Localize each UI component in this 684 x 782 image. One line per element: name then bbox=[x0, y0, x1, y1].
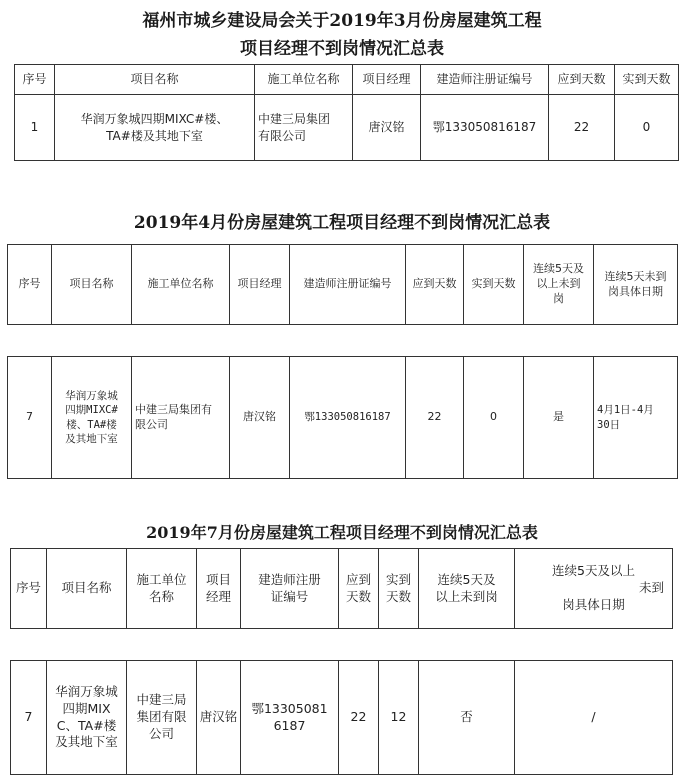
cell-manager: 唐汉铭 bbox=[353, 95, 421, 161]
header-consecutive-absence bbox=[524, 245, 594, 325]
cell-company-line2: 集团有限 bbox=[136, 709, 187, 725]
header-due-line2: 天数 bbox=[345, 588, 371, 604]
cell-absence-dates bbox=[594, 357, 678, 479]
cell-company-line1: 中建三局 bbox=[136, 692, 187, 708]
cell-absence-dates: / bbox=[515, 661, 673, 775]
cell-cert: 鄂133050816187 bbox=[421, 95, 549, 161]
cell-project-line4: 及其地下室 bbox=[55, 734, 118, 750]
header-absence-dates bbox=[594, 245, 678, 325]
cell-cert bbox=[241, 661, 339, 775]
header-consecutive-line3: 岗 bbox=[553, 291, 564, 305]
table-july-header bbox=[10, 548, 673, 629]
table-april-header bbox=[7, 244, 678, 325]
header-project: 项目名称 bbox=[55, 65, 255, 95]
header-consecutive-line1: 连续5天及 bbox=[533, 262, 584, 276]
cell-actual-days: 12 bbox=[379, 661, 419, 775]
header-actual-days bbox=[379, 549, 419, 629]
cell-manager: 唐汉铭 bbox=[197, 661, 241, 775]
header-cert: 建造师注册证编号 bbox=[290, 245, 406, 325]
cell-project bbox=[52, 357, 132, 479]
header-absence-dates bbox=[515, 549, 673, 629]
cell-project-line1: 华润万象城 bbox=[65, 390, 118, 403]
header-due-days bbox=[339, 549, 379, 629]
cell-project-line4: 及其地下室 bbox=[65, 432, 118, 445]
header-actual-days: 实到天数 bbox=[464, 245, 524, 325]
header-cert: 建造师注册证编号 bbox=[421, 65, 549, 95]
header-no: 序号 bbox=[15, 65, 55, 95]
header-due-days: 应到天数 bbox=[549, 65, 615, 95]
header-due-line1: 应到 bbox=[345, 571, 371, 587]
cell-cert: 鄂133050816187 bbox=[290, 357, 406, 479]
header-dates-line2: 岗具体日期 bbox=[608, 284, 663, 298]
cell-manager: 唐汉铭 bbox=[230, 357, 290, 479]
header-cert-line1: 建造师注册 bbox=[258, 571, 321, 587]
header-cert-line2: 证编号 bbox=[270, 588, 309, 604]
cell-project bbox=[55, 95, 255, 161]
title-april: 2019年4月份房屋建筑工程项目经理不到岗情况汇总表 bbox=[133, 213, 551, 233]
cell-cert-line2: 6187 bbox=[273, 717, 306, 733]
header-actual-days: 实到天数 bbox=[615, 65, 679, 95]
cell-no: 7 bbox=[11, 661, 47, 775]
header-no: 序号 bbox=[8, 245, 52, 325]
title-march-line1: 福州市城乡建设局会关于2019年3月份房屋建筑工程 bbox=[142, 11, 542, 31]
table-row bbox=[11, 661, 673, 775]
header-manager: 项目经理 bbox=[353, 65, 421, 95]
cell-project-line2: 四期MIXC# bbox=[65, 404, 118, 417]
header-no: 序号 bbox=[11, 549, 47, 629]
header-project: 项目名称 bbox=[52, 245, 132, 325]
table-row bbox=[15, 95, 679, 161]
header-manager bbox=[197, 549, 241, 629]
header-consecutive-line1: 连续5天及 bbox=[437, 571, 496, 587]
cell-company bbox=[255, 95, 353, 161]
title-march-line2: 项目经理不到岗情况汇总表 bbox=[240, 39, 444, 59]
cell-dates-line1: 4月1日-4月 bbox=[597, 404, 654, 417]
cell-project bbox=[47, 661, 127, 775]
cell-due-days: 22 bbox=[549, 95, 615, 161]
cell-company-line1: 中建三局集团 bbox=[258, 112, 331, 127]
header-cert bbox=[241, 549, 339, 629]
cell-no: 7 bbox=[8, 357, 52, 479]
cell-company-line3: 公司 bbox=[148, 725, 174, 741]
table-march bbox=[14, 64, 679, 161]
header-actual-line2: 天数 bbox=[385, 588, 411, 604]
cell-dates-line2: 30日 bbox=[597, 418, 621, 431]
header-dates-line1: 连续5天未到 bbox=[604, 269, 667, 283]
header-due-days: 应到天数 bbox=[406, 245, 464, 325]
header-company-line1: 施工单位 bbox=[136, 571, 187, 587]
header-company bbox=[127, 549, 197, 629]
cell-actual-days: 0 bbox=[464, 357, 524, 479]
header-actual-line1: 实到 bbox=[385, 571, 411, 587]
table-row bbox=[8, 357, 678, 479]
header-dates-line1: 连续5天及以上 bbox=[552, 563, 635, 579]
cell-due-days: 22 bbox=[339, 661, 379, 775]
cell-project-line3: C、TA#楼 bbox=[56, 717, 117, 733]
header-company: 施工单位名称 bbox=[255, 65, 353, 95]
cell-cert-line1: 鄂13305081 bbox=[251, 700, 328, 716]
cell-company-line1: 中建三局集团有 bbox=[135, 402, 212, 416]
cell-consecutive-absence: 是 bbox=[524, 357, 594, 479]
header-consecutive-line2: 以上未到 bbox=[536, 277, 581, 291]
cell-no: 1 bbox=[15, 95, 55, 161]
cell-company-line2: 限公司 bbox=[135, 417, 168, 431]
header-dates-line3: 岗具体日期 bbox=[562, 596, 625, 612]
header-project: 项目名称 bbox=[47, 549, 127, 629]
cell-project-line1: 华润万象城四期MIXC#楼、 bbox=[80, 112, 229, 127]
cell-actual-days: 0 bbox=[615, 95, 679, 161]
title-july: 2019年7月份房屋建筑工程项目经理不到岗情况汇总表 bbox=[146, 523, 538, 542]
header-manager-line2: 经理 bbox=[205, 588, 231, 604]
header-company-line2: 名称 bbox=[148, 588, 174, 604]
cell-company-line2: 有限公司 bbox=[258, 128, 307, 143]
header-row bbox=[8, 245, 678, 325]
cell-company bbox=[132, 357, 230, 479]
table-april-body bbox=[7, 356, 678, 479]
cell-project-line1: 华润万象城 bbox=[55, 683, 118, 699]
table-july-body bbox=[10, 660, 673, 775]
header-manager: 项目经理 bbox=[230, 245, 290, 325]
header-company: 施工单位名称 bbox=[132, 245, 230, 325]
cell-project-line2: 四期MIX bbox=[62, 700, 111, 716]
header-row bbox=[11, 549, 673, 629]
header-manager-line1: 项目 bbox=[205, 571, 231, 587]
cell-project-line2: TA#楼及其地下室 bbox=[106, 128, 203, 143]
cell-due-days: 22 bbox=[406, 357, 464, 479]
header-dates-line2: 未到 bbox=[638, 580, 664, 596]
cell-consecutive-absence: 否 bbox=[419, 661, 515, 775]
cell-project-line3: 楼、TA#楼 bbox=[66, 418, 117, 431]
header-consecutive-line2: 以上未到岗 bbox=[435, 588, 498, 604]
header-consecutive-absence bbox=[419, 549, 515, 629]
cell-company bbox=[127, 661, 197, 775]
header-row bbox=[15, 65, 679, 95]
